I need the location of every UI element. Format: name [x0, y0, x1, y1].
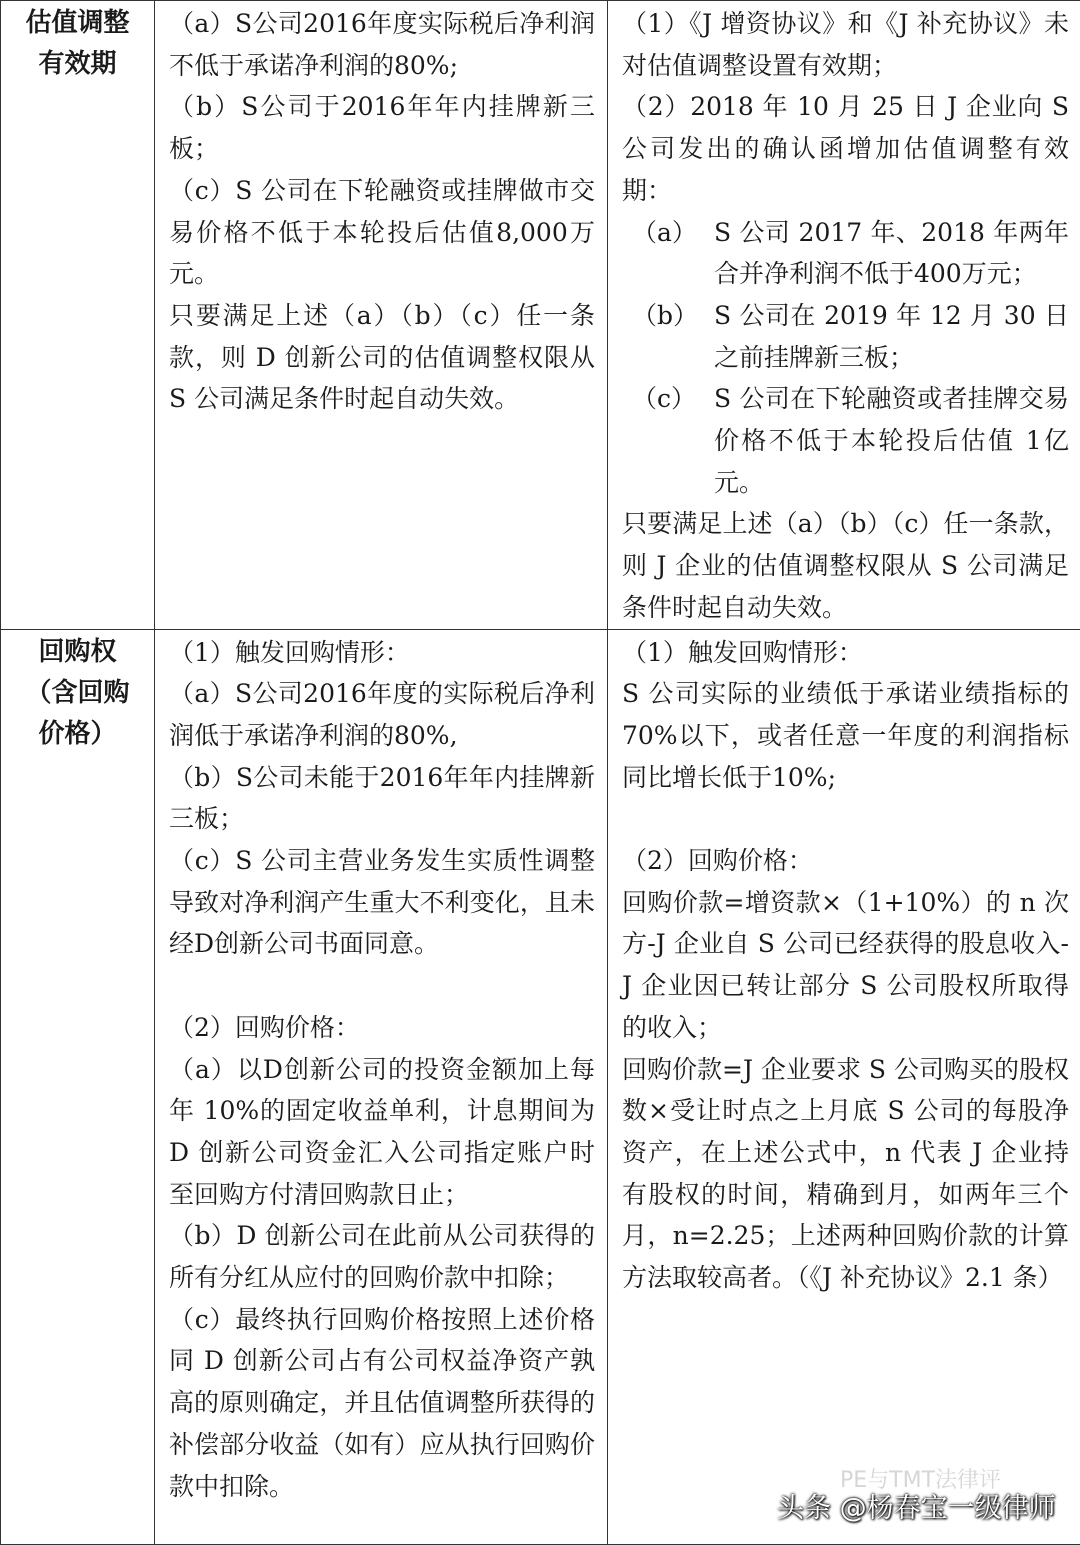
- row-label-cell: [1, 1, 155, 630]
- clause-paragraph: （c）S 公司主营业务发生实质性调整导致对净利润产生重大不利变化，且未经D创新公司书面同意。: [169, 840, 595, 965]
- sub-clause-text: S 公司在下轮融资或者挂牌交易价格不低于本轮投后估值 1亿元。: [714, 378, 1069, 503]
- sub-clause-marker: （c）: [622, 378, 714, 503]
- table-row-valuation-validity: [1, 1, 1080, 630]
- clause-paragraph: （c）S 公司在下轮融资或挂牌做市交易价格不低于本轮投后估值8,000万元。: [169, 170, 595, 295]
- row-label-repurchase-right: 回购权 （含回购 价格）: [1, 630, 154, 755]
- sub-clause-item: [622, 212, 1069, 295]
- row-label-cell: [1, 629, 155, 1544]
- sub-clause-item: [622, 378, 1069, 503]
- clause-paragraph: （c）最终执行回购价格按照上述价格同 D 创新公司占有公司权益净资产孰高的原则确定，并且估值调整所获得的补偿部分收益（如有）应从执行回购价款中扣除。: [169, 1299, 595, 1508]
- row-label-valuation-validity: 估值调整 有效期: [1, 1, 154, 85]
- blank-line: [169, 965, 595, 1007]
- sub-clause-text: S 公司在 2019 年 12 月 30 日之前挂牌新三板；: [714, 295, 1069, 378]
- author-watermark: 头条 @杨春宝一级律师: [777, 1486, 1056, 1525]
- sub-clause-item: [622, 295, 1069, 378]
- clause-paragraph: （b）D 创新公司在此前从公司获得的所有分红从应付的回购价款中扣除；: [169, 1215, 595, 1298]
- clause-paragraph: （a）S公司2016年度实际税后净利润不低于承诺净利润的80%;: [169, 3, 595, 86]
- clause-paragraph: S 公司实际的业绩低于承诺业绩指标的 70%以下，或者任意一年度的利润指标同比增长低于10%;: [622, 673, 1069, 798]
- clause-paragraph: 只要满足上述（a）（b）（c）任一条款，则 J 企业的估值调整权限从 S 公司满足条件时起自动失效。: [622, 503, 1069, 628]
- section-heading: （1）触发回购情形：: [622, 632, 1069, 674]
- clause-paragraph: 回购价款=增资款×（1+10%）的 n 次方-J 企业自 S 公司已经获得的股息收入-J 企业因已转让部分 S 公司股权所取得的收入；: [622, 882, 1069, 1049]
- sub-clause-text: S 公司 2017 年、2018 年两年合并净利润不低于400万元；: [714, 212, 1069, 295]
- section-heading: （2）回购价格：: [169, 1007, 595, 1049]
- blank-line: [622, 798, 1069, 840]
- table-row-repurchase-right: [1, 629, 1080, 1544]
- clause-paragraph: （1）《J 增资协议》和《J 补充协议》未对估值调整设置有效期；: [622, 3, 1069, 86]
- sub-clause-marker: （b）: [622, 295, 714, 378]
- section-heading: （2）回购价格：: [622, 840, 1069, 882]
- section-heading: （1）触发回购情形：: [169, 632, 595, 674]
- clause-paragraph: （a）S公司2016年度的实际税后净利润低于承诺净利润的80%,: [169, 673, 595, 756]
- clause-paragraph: （a）以D创新公司的投资金额加上每年 10%的固定收益单利，计息期间为 D 创新公司资金汇入公司指定账户时至回购方付清回购款日止；: [169, 1049, 595, 1216]
- d-company-terms-cell: [155, 1, 608, 630]
- clause-paragraph: （2）2018 年 10 月 25 日 J 企业向 S 公司发出的确认函增加估值调整有效期：: [622, 86, 1069, 211]
- clause-paragraph: （b）S公司未能于2016年年内挂牌新三板；: [169, 757, 595, 840]
- clause-paragraph: 只要满足上述（a）（b）（c）任一条款，则 D 创新公司的估值调整权限从 S 公司满足条件时起自动失效。: [169, 295, 595, 420]
- sub-clause-marker: （a）: [622, 212, 714, 295]
- clause-paragraph: （b）S公司于2016年年内挂牌新三板；: [169, 86, 595, 169]
- d-company-terms-cell: [155, 629, 608, 1544]
- faint-watermark-text: PE与TMT法律评: [840, 1463, 1001, 1494]
- j-enterprise-terms-cell: [608, 629, 1080, 1544]
- j-enterprise-terms-cell: [608, 1, 1080, 630]
- clause-paragraph: 回购价款=J 企业要求 S 公司购买的股权数×受让时点之上月底 S 公司的每股净资产，在上述公式中，n 代表 J 企业持有股权的时间，精确到月，如两年三个月，n=2.25；上述两种回购价款的计算方法取较高者。（《J 补充协议》2.1 条）: [622, 1049, 1069, 1299]
